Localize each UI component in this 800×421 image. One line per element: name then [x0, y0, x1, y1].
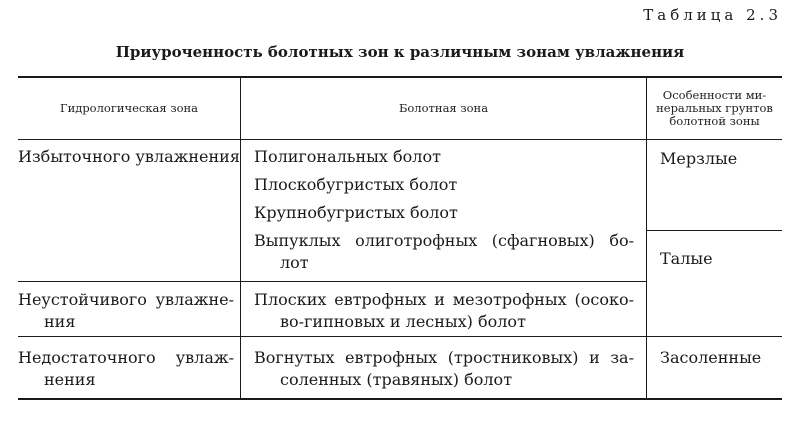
bog-flat-palsa: Плоскобугристых болот — [254, 175, 458, 194]
table-title: Приуроченность болотных зон к различным зонам увлажнения — [115, 43, 685, 61]
bog-flat-eutrophic-line-1: Плоских евтрофных и мезотрофных (осоко- — [254, 290, 634, 309]
bog-concave-eutrophic-line-1: Вогнутых евтрофных (тростниковых) и за- — [254, 348, 634, 367]
bog-raised-oligotrophic — [254, 230, 634, 274]
header-rule — [18, 139, 782, 140]
bog-flat-eutrophic-line-2: во-гипновых и лесных) болот — [280, 312, 526, 331]
bog-flat-eutrophic-mesotrophic — [254, 289, 634, 333]
soil-divider — [646, 230, 782, 231]
header-bog-zone: Болотная зона — [398, 101, 489, 115]
table-bottom-rule — [18, 398, 782, 400]
header-hydro-zone: Гидрологическая зона — [59, 101, 199, 115]
hydro-zone-unstable — [18, 289, 234, 333]
soil-saline: Засоленные — [660, 348, 762, 367]
header-soil-line-3: болотной зоны — [669, 114, 760, 128]
hydro-zone-insufficient — [18, 347, 234, 391]
bog-raised-oligotrophic-line-2: лот — [280, 253, 309, 272]
table-label: Таблица 2.3 — [643, 6, 782, 24]
bog-concave-eutrophic — [254, 347, 634, 391]
header-soil — [647, 89, 782, 128]
soil-frozen: Мерзлые — [660, 149, 738, 168]
hydro-zone-insufficient-line-2: нения — [44, 370, 96, 389]
header-soil-line-1: Особенности ми- — [662, 88, 767, 102]
col-rule-1 — [240, 78, 241, 398]
hydro-zone-unstable-line-2: ния — [44, 312, 76, 331]
table-top-rule — [18, 76, 782, 78]
hydro-zone-excess: Избыточного увлажнения — [18, 147, 240, 166]
bog-raised-oligotrophic-line-1: Выпуклых олиготрофных (сфагновых) бо- — [254, 231, 634, 250]
hydro-zone-insufficient-line-1: Недостаточного увлаж- — [18, 348, 234, 367]
row-divider-1 — [18, 281, 646, 282]
bog-polygonal: Полигональных болот — [254, 147, 441, 166]
hydro-zone-unstable-line-1: Неустойчивого увлажне- — [18, 290, 234, 309]
bog-large-palsa: Крупнобугристых болот — [254, 203, 458, 222]
row-divider-2 — [18, 336, 782, 337]
soil-thawed: Талые — [660, 249, 713, 268]
header-soil-line-2: неральных грунтов — [656, 101, 773, 115]
bog-concave-eutrophic-line-2: соленных (травяных) болот — [280, 370, 513, 389]
